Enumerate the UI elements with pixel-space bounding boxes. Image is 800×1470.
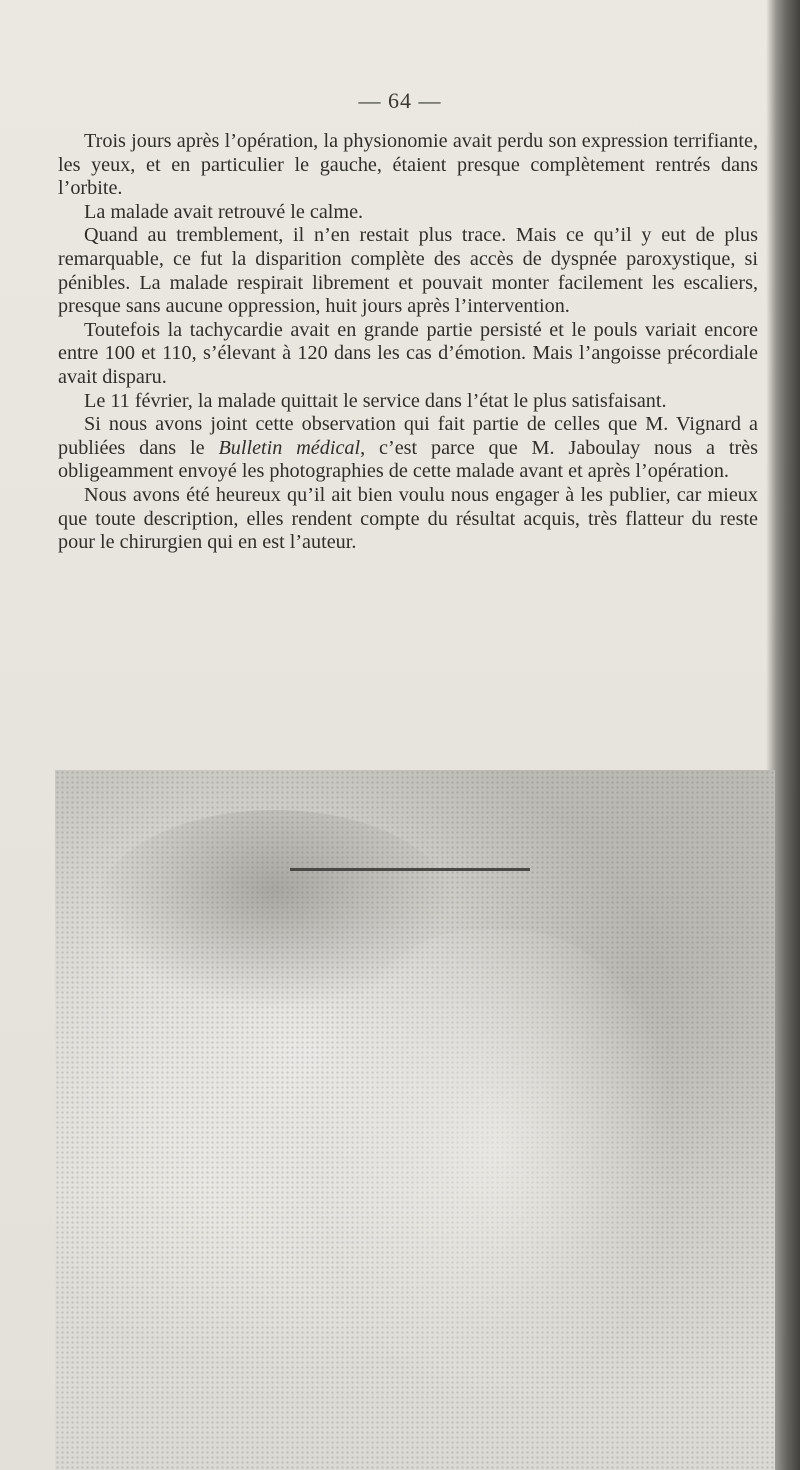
body-text	[58, 130, 758, 555]
paragraph-5: Le 11 février, la malade quittait le service dans l’état le plus satisfaisant.	[84, 389, 667, 412]
page-number: — 64 —	[358, 88, 442, 113]
paragraph-1: Trois jours après l’opération, la physionomie avait perdu son expression terrifiante, les yeux, et en particulier le gauche, étaient presque complètement rentrés dans l’orbite.	[58, 130, 758, 200]
paragraph-6-before: Si nous avons joint cette observation qui fait partie de celles que M. Vignard a publiées dans le	[58, 413, 758, 459]
photo-face-highlight	[315, 930, 675, 1410]
journal-title: Bulletin médical	[218, 436, 361, 459]
paragraph-4: Toutefois la tachycardie avait en grande partie persisté et le pouls variait encore entre 100 et 110, s’élevant à 120 dans les cas d’émotion. Mais l’angoisse précordiale avait disparu.	[58, 318, 758, 388]
paragraph-6-after: , c’est parce que M. Jaboulay nous a très obligeamment envoyé les photographies de cette malade avant et après l’opération.	[58, 436, 758, 483]
paragraph-7: Nous avons été heureux qu’il ait bien voulu nous engager à les publier, car mieux que toute description, elles rendent compte du résultat acquis, très flatteur du reste pour le chirurgien qui en est l’auteur.	[58, 483, 758, 554]
paragraph-2: La malade avait retrouvé le calme.	[84, 200, 364, 223]
paragraph-3: Quand au tremblement, il n’en restait plus trace. Mais ce qu’il y eut de plus remarquable, ce fut la disparition complète des accès de dyspnée paroxystique, si pénibles. La malade respirait librement et pouvait monter facilement les escaliers, presque sans aucune oppression, huit jours après l’intervention.	[58, 224, 758, 318]
paragraph-6	[58, 413, 758, 484]
photo-dark-line	[290, 868, 530, 871]
patient-photograph	[55, 770, 775, 1470]
